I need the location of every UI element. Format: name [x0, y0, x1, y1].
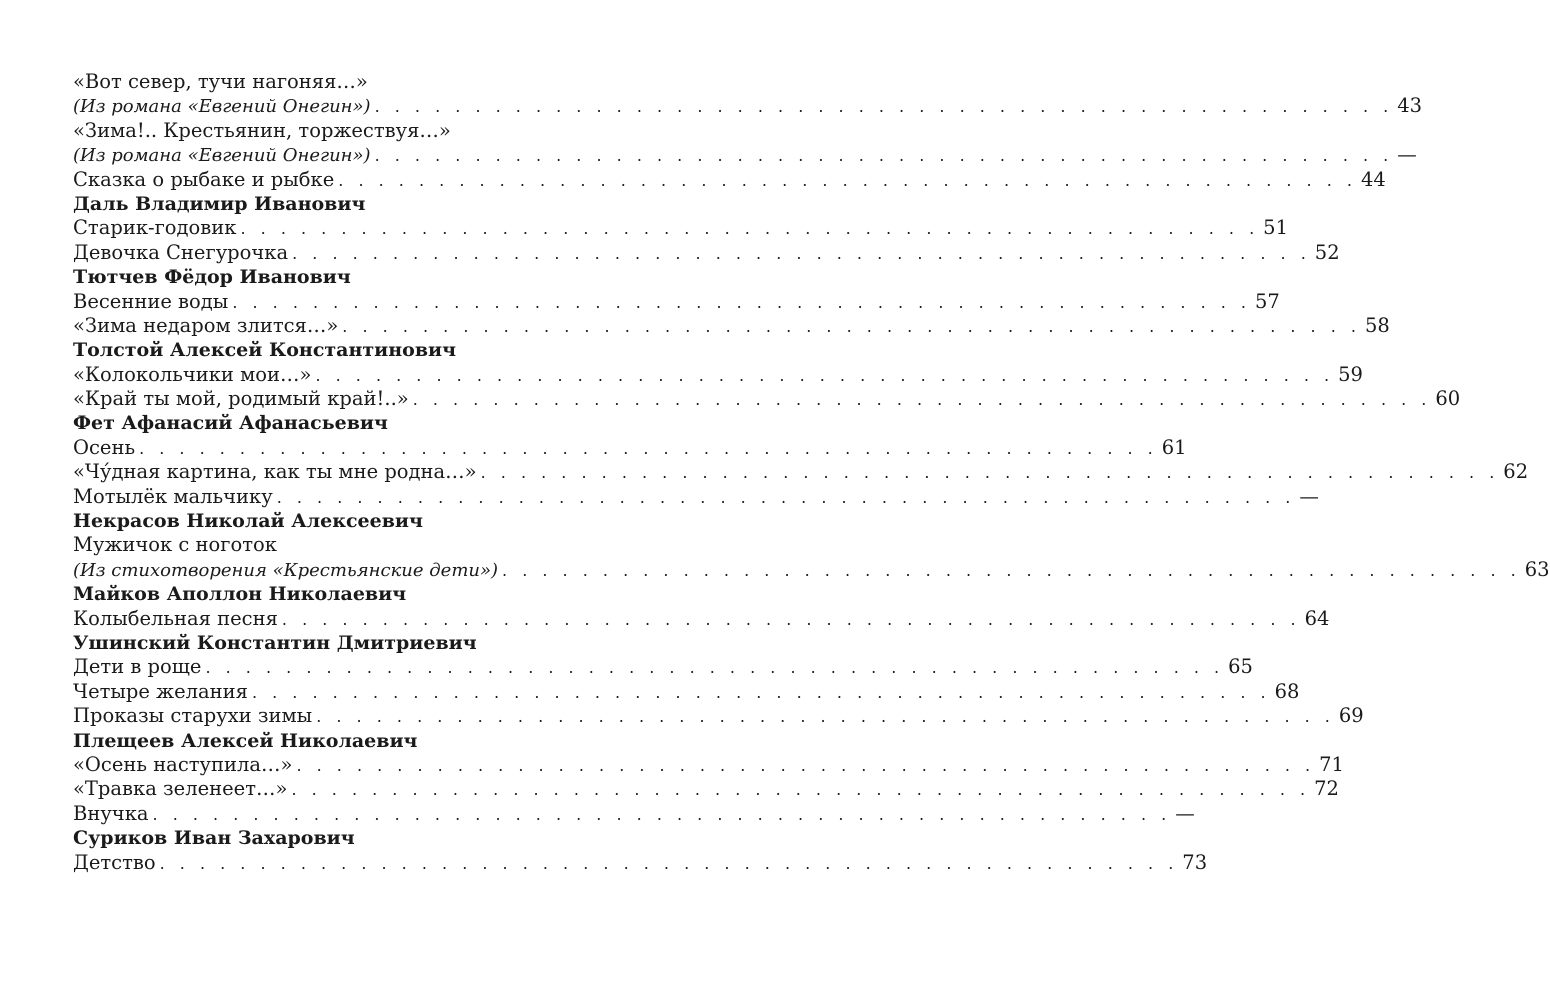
page-number: 72: [1314, 777, 1339, 801]
entry-title-line: «Вот север, тучи нагоняя…»: [73, 70, 368, 93]
dot-leader: . . . . . . . . . . . . . . . . . . . . . . . . . . . . . . . . . . . . . . . . . . . . . . . . . . .: [502, 560, 1521, 580]
page-number: 68: [1274, 679, 1300, 703]
dot-leader: . . . . . . . . . . . . . . . . . . . . . . . . . . . . . . . . . . . . . . . . . . . . . . . . . . .: [292, 243, 1311, 263]
toc-entry: [73, 752, 1344, 777]
entry-title: Мотылёк мальчику: [73, 484, 273, 508]
entry-title: Четыре желания: [73, 679, 248, 703]
page-number: —: [1175, 801, 1195, 825]
page-number: —: [1397, 143, 1417, 167]
page-number: 64: [1304, 606, 1330, 630]
page-number: 51: [1263, 216, 1288, 240]
toc-entry: [73, 777, 1339, 801]
toc-entry: [73, 240, 1340, 265]
page-number: 65: [1228, 655, 1253, 679]
toc-entry: [73, 557, 1550, 582]
dot-leader: . . . . . . . . . . . . . . . . . . . . . . . . . . . . . . . . . . . . . . . . . . . . . . . . . . .: [315, 365, 1335, 385]
author-heading: Некрасов Николай Алексеевич: [73, 510, 423, 533]
toc-entry: [73, 143, 1417, 167]
dot-leader: . . . . . . . . . . . . . . . . . . . . . . . . . . . . . . . . . . . . . . . . . . . . . . . . . . .: [276, 487, 1296, 507]
dot-leader: . . . . . . . . . . . . . . . . . . . . . . . . . . . . . . . . . . . . . . . . . . . . . . . . . . .: [480, 463, 1500, 483]
page-number: 63: [1524, 557, 1550, 581]
entry-title: «Зима недаром злится…»: [73, 313, 339, 337]
page-number: 69: [1338, 704, 1364, 728]
author-heading: Фет Афанасий Афанасьевич: [73, 412, 388, 435]
entry-title-line: Мужичок с ноготок: [73, 533, 277, 557]
dot-leader: . . . . . . . . . . . . . . . . . . . . . . . . . . . . . . . . . . . . . . . . . . . . . . . . . . .: [232, 292, 1251, 312]
toc-entry: [73, 484, 1319, 509]
entry-title: Девочка Снегурочка: [73, 240, 289, 264]
page-number: 59: [1338, 362, 1363, 386]
toc-entry: [73, 387, 1461, 411]
entry-title: Проказы старухи зимы: [73, 704, 313, 728]
dot-leader: . . . . . . . . . . . . . . . . . . . . . . . . . . . . . . . . . . . . . . . . . . . . . . . . . . .: [251, 682, 1271, 702]
dot-leader: . . . . . . . . . . . . . . . . . . . . . . . . . . . . . . . . . . . . . . . . . . . . . . . . . . .: [291, 780, 1311, 800]
page-number: 71: [1319, 752, 1344, 776]
page-number: 62: [1503, 460, 1529, 484]
toc-entry: [73, 94, 1423, 118]
author-heading: Толстой Алексей Константинович: [73, 339, 457, 362]
dot-leader: . . . . . . . . . . . . . . . . . . . . . . . . . . . . . . . . . . . . . . . . . . . . . . . . . . .: [205, 658, 1225, 678]
toc-entry: [73, 801, 1195, 826]
entry-title: «Край ты мой, родимый край!..»: [73, 387, 409, 411]
page-number: 60: [1435, 387, 1461, 411]
toc-entry: [73, 216, 1288, 240]
entry-title-line: «Зима!.. Крестьянин, торжествуя…»: [73, 118, 451, 142]
table-of-contents: [73, 70, 1550, 875]
toc-entry: [73, 704, 1364, 728]
author-heading: Плещеев Алексей Николаевич: [73, 729, 418, 752]
entry-source-note: (Из стихотворения «Крестьянские дети»): [73, 559, 499, 581]
author-heading: Майков Аполлон Николаевич: [73, 583, 407, 606]
toc-entry: [73, 850, 1208, 875]
page-number: 43: [1397, 94, 1423, 118]
page-number: —: [1299, 484, 1319, 508]
entry-title: Старик-годовик: [73, 216, 237, 240]
entry-title: Колыбельная песня: [73, 606, 278, 630]
page-number: 73: [1182, 850, 1208, 874]
dot-leader: . . . . . . . . . . . . . . . . . . . . . . . . . . . . . . . . . . . . . . . . . . . . . . . . . . .: [342, 316, 1361, 336]
toc-entry: [73, 460, 1529, 484]
entry-title: Внучка: [73, 801, 149, 825]
dot-leader: . . . . . . . . . . . . . . . . . . . . . . . . . . . . . . . . . . . . . . . . . . . . . . . . . . .: [159, 853, 1179, 873]
entry-title: «Осень наступила…»: [73, 752, 293, 776]
dot-leader: . . . . . . . . . . . . . . . . . . . . . . . . . . . . . . . . . . . . . . . . . . . . . . . . . . .: [139, 438, 1158, 458]
author-heading: Суриков Иван Захарович: [73, 827, 355, 850]
toc-entry: [73, 655, 1253, 679]
page-number: 58: [1364, 313, 1390, 337]
entry-title: Сказка о рыбаке и рыбке: [73, 167, 335, 191]
author-heading: Даль Владимир Иванович: [73, 192, 366, 215]
author-heading: Ушинский Константин Дмитриевич: [73, 631, 477, 654]
entry-source-note: (Из романа «Евгений Онегин»): [73, 96, 371, 118]
dot-leader: . . . . . . . . . . . . . . . . . . . . . . . . . . . . . . . . . . . . . . . . . . . . . . . . . . .: [240, 219, 1260, 239]
dot-leader: . . . . . . . . . . . . . . . . . . . . . . . . . . . . . . . . . . . . . . . . . . . . . . . . . . .: [338, 170, 1357, 190]
entry-title: Дети в роще: [73, 655, 202, 679]
entry-title: Детство: [73, 850, 156, 874]
entry-title: «Травка зеленеет…»: [73, 777, 288, 801]
toc-entry: [73, 362, 1363, 387]
page-number: 52: [1314, 240, 1340, 264]
entry-source-note: (Из романа «Евгений Онегин»): [73, 145, 371, 167]
toc-entry: [73, 679, 1300, 704]
toc-entry: [73, 606, 1330, 631]
author-heading: Тютчев Фёдор Иванович: [73, 266, 351, 289]
dot-leader: . . . . . . . . . . . . . . . . . . . . . . . . . . . . . . . . . . . . . . . . . . . . . . . . . . .: [296, 755, 1316, 775]
dot-leader: . . . . . . . . . . . . . . . . . . . . . . . . . . . . . . . . . . . . . . . . . . . . . . . . . . .: [374, 146, 1394, 166]
dot-leader: . . . . . . . . . . . . . . . . . . . . . . . . . . . . . . . . . . . . . . . . . . . . . . . . . . .: [281, 609, 1301, 629]
toc-entry: [73, 313, 1390, 338]
dot-leader: . . . . . . . . . . . . . . . . . . . . . . . . . . . . . . . . . . . . . . . . . . . . . . . . . . .: [316, 707, 1335, 727]
entry-title: «Чу́дная картина, как ты мне родна…»: [73, 460, 477, 484]
dot-leader: . . . . . . . . . . . . . . . . . . . . . . . . . . . . . . . . . . . . . . . . . . . . . . . . . . .: [374, 97, 1394, 117]
entry-title: «Колокольчики мои…»: [73, 362, 312, 386]
page-number: 44: [1360, 167, 1386, 191]
dot-leader: . . . . . . . . . . . . . . . . . . . . . . . . . . . . . . . . . . . . . . . . . . . . . . . . . . .: [152, 804, 1172, 824]
entry-title: Осень: [73, 435, 136, 459]
dot-leader: . . . . . . . . . . . . . . . . . . . . . . . . . . . . . . . . . . . . . . . . . . . . . . . . . . .: [412, 390, 1432, 410]
entry-title: Весенние воды: [73, 289, 229, 313]
page-number: 57: [1255, 289, 1280, 313]
toc-entry: [73, 435, 1187, 460]
toc-entry: [73, 289, 1280, 314]
page-number: 61: [1161, 435, 1187, 459]
toc-entry: [73, 167, 1386, 192]
